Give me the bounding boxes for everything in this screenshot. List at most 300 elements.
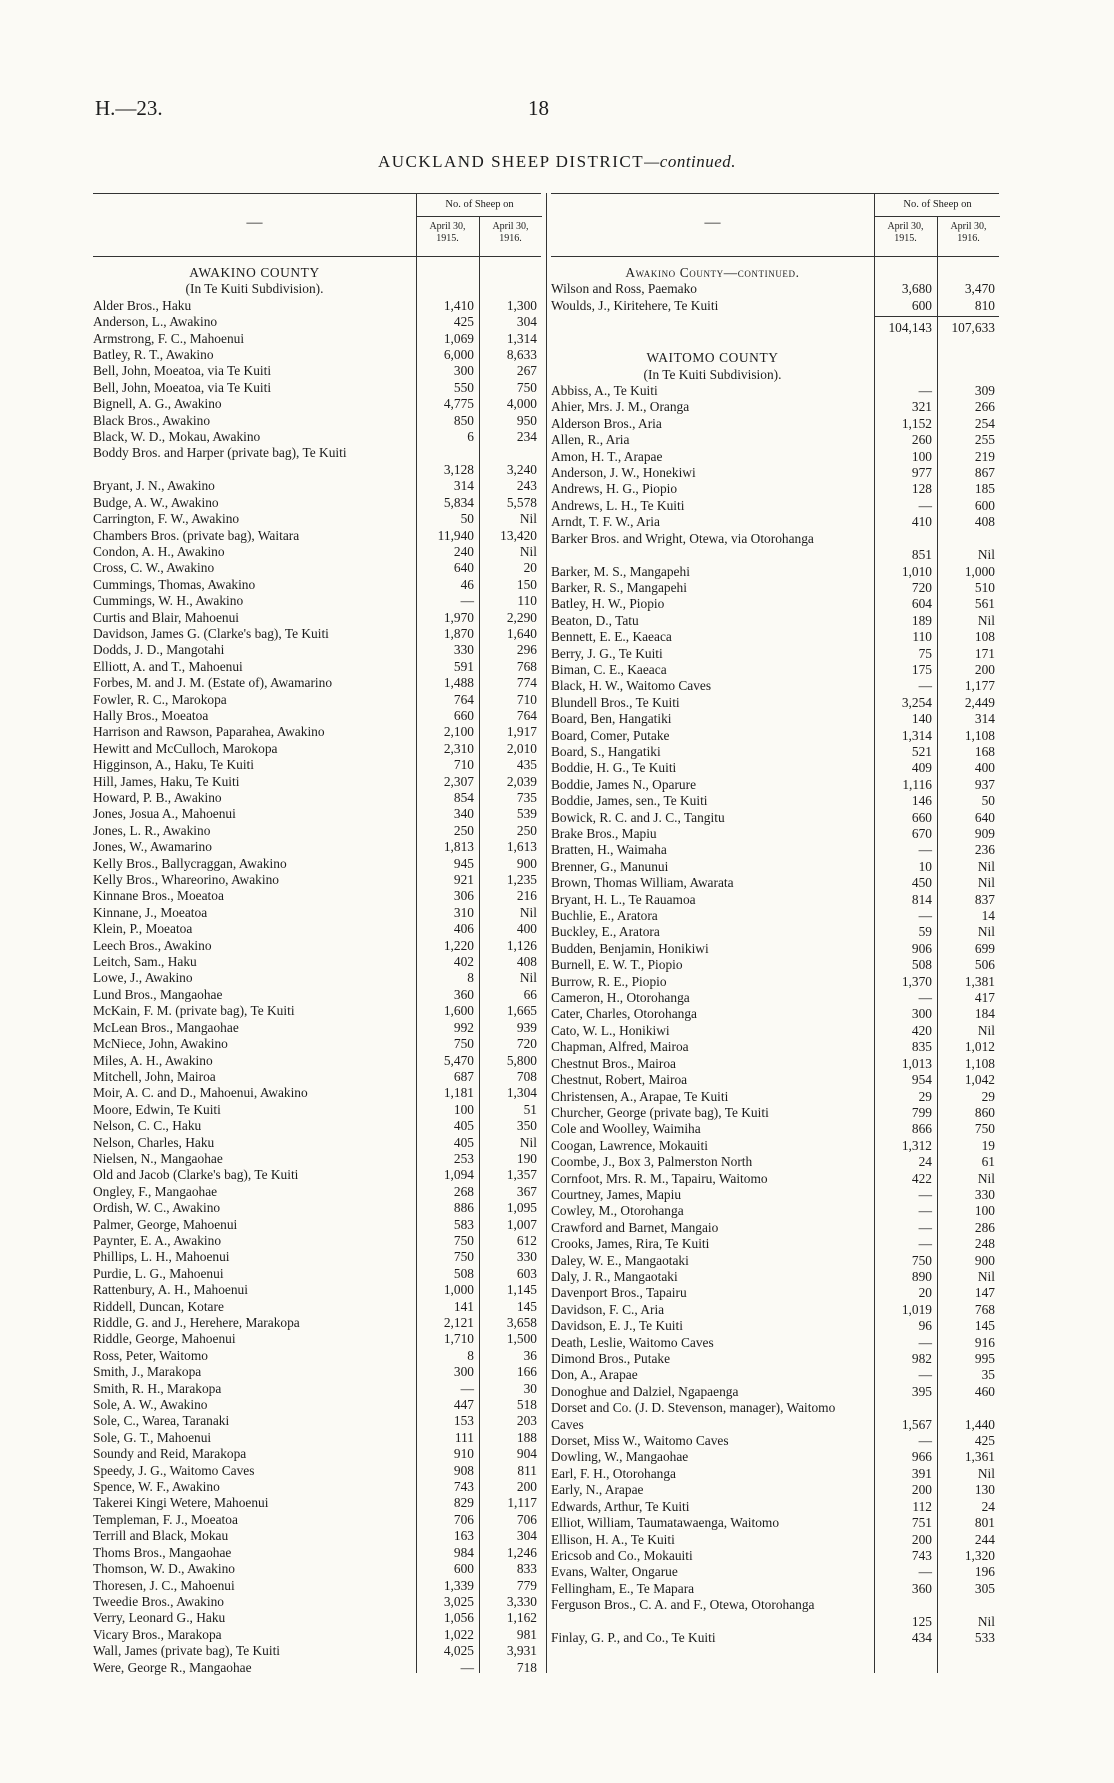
sheep-1915: 125 — [911, 1613, 932, 1629]
owner-name: Leech Bros., Awakino — [93, 937, 212, 953]
owner-name: Coombe, J., Box 3, Palmerston North — [551, 1154, 753, 1170]
owner-name: Board, S., Hangatiki — [551, 743, 661, 759]
sheep-1916: 1,304 — [506, 1085, 537, 1101]
table-row — [551, 1171, 999, 1187]
table-row — [551, 1121, 999, 1137]
sheep-1915: 1,116 — [902, 776, 932, 792]
sheep-1915: 1,710 — [443, 1331, 474, 1347]
sheep-1915: 1,220 — [443, 937, 474, 953]
table-row — [551, 875, 999, 891]
sheep-1915: 2,100 — [443, 724, 474, 740]
table-row — [551, 1466, 999, 1482]
table-row — [93, 888, 541, 904]
sheep-1916: 145 — [974, 1318, 995, 1334]
table-row — [551, 859, 999, 875]
sheep-1915: 3,680 — [901, 281, 932, 297]
sheep-1915: — — [918, 1334, 932, 1350]
owner-name: Hill, James, Haku, Te Kuiti — [93, 773, 240, 789]
owner-name: Chambers Bros. (private bag), Waitara — [93, 527, 300, 543]
owner-name: Soundy and Reid, Marakopa — [93, 1446, 247, 1462]
owner-name: Bratten, H., Waimaha — [551, 842, 667, 858]
table-row — [551, 711, 999, 727]
sheep-1915: 2,310 — [443, 740, 474, 756]
owner-name: Riddell, Duncan, Kotare — [93, 1298, 224, 1314]
table-row — [551, 941, 999, 957]
sheep-1916: 36 — [523, 1347, 537, 1363]
sheep-1916: 1,613 — [506, 839, 537, 855]
sheep-1915: 1,312 — [901, 1137, 932, 1153]
sheep-1916: 408 — [974, 514, 995, 530]
sheep-1915: 425 — [453, 314, 474, 330]
table-row — [93, 626, 541, 642]
table-row — [551, 777, 999, 793]
sheep-1915: 910 — [453, 1446, 474, 1462]
sheep-1915: 600 — [911, 297, 932, 313]
table-row — [551, 1499, 999, 1515]
sheep-1915: 3,254 — [901, 694, 932, 710]
owner-name: Cato, W. L., Honikiwi — [551, 1022, 670, 1038]
table-row — [551, 1253, 999, 1269]
district-title: AUCKLAND SHEEP DISTRICT — [377, 152, 645, 171]
sheep-1916: 14 — [981, 908, 995, 924]
page-title — [0, 152, 1114, 172]
sheep-1916: 236 — [974, 842, 995, 858]
table-row — [551, 1367, 999, 1383]
sheep-1916: 603 — [516, 1265, 537, 1281]
table-row — [551, 298, 999, 314]
sheep-1915: 10 — [918, 858, 932, 874]
owner-name: Cornfoot, Mrs. R. M., Tapairu, Waitomo — [551, 1170, 768, 1186]
table-row — [93, 954, 541, 970]
sheep-1915: 706 — [453, 1511, 474, 1527]
sheep-1916: 3,470 — [964, 281, 995, 297]
table-row — [551, 1072, 999, 1088]
sheep-1915: 5,834 — [443, 494, 474, 510]
sheep-1915: 360 — [453, 986, 474, 1002]
owner-name: Lund Bros., Mangaohae — [93, 986, 223, 1002]
sheep-1915: 1,314 — [901, 727, 932, 743]
sheep-1915: 321 — [911, 399, 932, 415]
table-row — [93, 577, 541, 593]
table-row — [551, 842, 999, 858]
sheep-1916: 250 — [516, 822, 537, 838]
sheep-1915: 402 — [453, 954, 474, 970]
table-row — [93, 1053, 541, 1069]
owner-name: Hally Bros., Moeatoa — [93, 707, 209, 723]
table-row — [93, 429, 541, 445]
sheep-1916: 5,800 — [506, 1052, 537, 1068]
owner-name: Ahier, Mrs. J. M., Oranga — [551, 399, 690, 415]
sheep-1915: 29 — [918, 1088, 932, 1104]
table-row — [93, 872, 541, 888]
table-row — [551, 399, 999, 415]
owner-name: Davidson, E. J., Te Kuiti — [551, 1318, 683, 1334]
sheep-1916: 196 — [974, 1564, 995, 1580]
sheep-1916: 35 — [981, 1367, 995, 1383]
sheep-1916: 3,330 — [506, 1593, 537, 1609]
owner-name: Dodds, J. D., Mangotahi — [93, 642, 225, 658]
table-row — [93, 1151, 541, 1167]
table-row — [93, 774, 541, 790]
sheep-1915: 422 — [911, 1170, 932, 1186]
sheep-1915: 111 — [454, 1429, 474, 1445]
table-row — [551, 1335, 999, 1351]
table-row — [551, 1220, 999, 1236]
table-row — [551, 957, 999, 973]
owner-name: Elliot, William, Taumatawaenga, Waitomo — [551, 1515, 780, 1531]
sheep-1916: 216 — [516, 888, 537, 904]
owner-name: Leitch, Sam., Haku — [93, 954, 197, 970]
sheep-1915: 1,152 — [901, 415, 932, 431]
sheep-1916: 518 — [516, 1397, 537, 1413]
sheep-1916: 435 — [516, 757, 537, 773]
sheep-1915: — — [918, 383, 932, 399]
table-row — [93, 1545, 541, 1561]
owner-name: Lowe, J., Awakino — [93, 970, 193, 986]
table-row — [551, 678, 999, 694]
table-row — [551, 1597, 999, 1630]
sheep-1915: 1,094 — [443, 1167, 474, 1183]
sheep-1916: 254 — [974, 415, 995, 431]
owner-name: Fellingham, E., Te Mapara — [551, 1580, 695, 1596]
sheep-1916: 234 — [516, 429, 537, 445]
sheep-1915: 851 — [911, 547, 932, 563]
column-divider — [546, 193, 547, 1673]
owner-name: Bignell, A. G., Awakino — [93, 396, 222, 412]
owner-name: Edwards, Arthur, Te Kuiti — [551, 1498, 690, 1514]
sheep-1916: 50 — [981, 793, 995, 809]
owner-name: Boddie, James N., Oparure — [551, 776, 697, 792]
sheep-1916: 425 — [974, 1433, 995, 1449]
sheep-1915: 984 — [453, 1544, 474, 1560]
sheep-1915: 835 — [911, 1039, 932, 1055]
sheep-1916: 950 — [516, 412, 537, 428]
sheep-1915: 112 — [912, 1498, 932, 1514]
sheep-1915: 583 — [453, 1216, 474, 1232]
right-table-header — [551, 193, 999, 257]
sheep-1916: 5,578 — [506, 494, 537, 510]
table-row — [93, 1217, 541, 1233]
owner-name: Palmer, George, Mahoenui — [93, 1216, 238, 1232]
owner-name: Sole, G. T., Mahoenui — [93, 1429, 212, 1445]
owner-name: Klein, P., Moeatoa — [93, 921, 193, 937]
owner-name: Jones, W., Awamarino — [93, 839, 212, 855]
table-row — [551, 1482, 999, 1498]
owner-name: Nelson, Charles, Haku — [93, 1134, 215, 1150]
owner-name: Crooks, James, Rira, Te Kuiti — [551, 1236, 710, 1252]
sheep-1916: 1,108 — [964, 1055, 995, 1071]
sheep-1915: 799 — [911, 1104, 932, 1120]
table-row — [93, 1299, 541, 1315]
table-row — [93, 1610, 541, 1626]
sheep-1916: 708 — [516, 1068, 537, 1084]
sheep-1916: 750 — [516, 379, 537, 395]
owner-name: Cameron, H., Otorohanga — [551, 990, 690, 1006]
sheep-1916: 408 — [516, 954, 537, 970]
owner-name: Burrow, R. E., Piopio — [551, 973, 667, 989]
owner-name: Nelson, C. C., Haku — [93, 1118, 202, 1134]
table-row — [93, 1364, 541, 1380]
sheep-1915: 128 — [911, 481, 932, 497]
owner-name: Cole and Woolley, Waimiha — [551, 1121, 701, 1137]
owner-name: Daley, W. E., Mangaotaki — [551, 1252, 689, 1268]
owner-name: Black, W. D., Mokau, Awakino — [93, 429, 261, 445]
table-row — [93, 1003, 541, 1019]
sheep-1916: 900 — [974, 1252, 995, 1268]
table-row — [551, 810, 999, 826]
table-row — [93, 708, 541, 724]
sheep-1916: 1,007 — [506, 1216, 537, 1232]
sheep-1915: — — [918, 842, 932, 858]
sheep-1915: 750 — [453, 1232, 474, 1248]
sheep-1916: 1,095 — [506, 1200, 537, 1216]
sheep-1916: 184 — [974, 1006, 995, 1022]
table-row — [93, 790, 541, 806]
sheep-1915: 50 — [460, 511, 474, 527]
sheep-1915: 406 — [453, 921, 474, 937]
sheep-1916: 1,314 — [506, 330, 537, 346]
sheep-1915: 866 — [911, 1121, 932, 1137]
owner-name: Ellison, H. A., Te Kuiti — [551, 1531, 675, 1547]
table-row — [551, 481, 999, 497]
table-row — [551, 974, 999, 990]
table-row — [551, 1384, 999, 1400]
owner-name: Tweedie Bros., Awakino — [93, 1593, 224, 1609]
sheep-1915: 360 — [911, 1580, 932, 1596]
sheep-1916: 13,420 — [500, 527, 537, 543]
sheep-1915: 46 — [460, 576, 474, 592]
sheep-1916: 937 — [974, 776, 995, 792]
table-row — [551, 1630, 999, 1646]
sheep-1916: Nil — [977, 1022, 995, 1038]
owner-name: Don, A., Arapae — [551, 1367, 638, 1383]
sheep-1915: 992 — [453, 1019, 474, 1035]
sheep-1916: 61 — [981, 1154, 995, 1170]
owner-name: Finlay, G. P., and Co., Te Kuiti — [551, 1629, 716, 1645]
sheep-1916: 939 — [516, 1019, 537, 1035]
sheep-1916: 200 — [516, 1479, 537, 1495]
sheep-1915: 434 — [911, 1629, 932, 1645]
table-row — [551, 695, 999, 711]
county-heading: AWAKINO COUNTY — [189, 265, 320, 280]
table-row — [93, 806, 541, 822]
table-row — [551, 826, 999, 842]
owner-name: Moore, Edwin, Te Kuiti — [93, 1101, 221, 1117]
table-row — [93, 1102, 541, 1118]
table-row — [551, 1236, 999, 1252]
sheep-1916: 764 — [516, 707, 537, 723]
sheep-1916: 510 — [974, 579, 995, 595]
sheep-1916: Nil — [977, 1268, 995, 1284]
owner-name: Barker, R. S., Mangapehi — [551, 579, 687, 595]
table-row — [551, 613, 999, 629]
sheep-1915: 591 — [453, 658, 474, 674]
sheep-1916: 330 — [974, 1186, 995, 1202]
table-row — [93, 938, 541, 954]
sheep-1916: 811 — [517, 1462, 537, 1478]
county-subheading: (In Te Kuiti Subdivision). — [643, 366, 782, 382]
sheep-1916: 1,665 — [506, 1003, 537, 1019]
sheep-1916: 400 — [516, 921, 537, 937]
sheep-1915: 1,069 — [443, 330, 474, 346]
table-row — [551, 1532, 999, 1548]
sheep-1916: 3,240 — [506, 461, 537, 477]
sheep-1916: Nil — [977, 1465, 995, 1481]
sheep-1915: — — [460, 1380, 474, 1396]
sheep-1916: 768 — [974, 1301, 995, 1317]
owner-name: Chestnut, Robert, Mairoa — [551, 1072, 688, 1088]
table-row — [93, 1430, 541, 1446]
table-row — [93, 659, 541, 675]
sheep-1915: 447 — [453, 1397, 474, 1413]
owner-name: Boddy Bros. and Harper (private bag), Te Kuiti — [93, 445, 347, 461]
sheep-1915: — — [918, 1236, 932, 1252]
sheep-1915: 410 — [911, 514, 932, 530]
table-row — [93, 1495, 541, 1511]
table-row — [551, 1089, 999, 1105]
sheep-1916: 24 — [981, 1498, 995, 1514]
table-row — [93, 1627, 541, 1643]
sheep-1916: 640 — [974, 809, 995, 825]
owner-name: Barker Bros. and Wright, Otewa, via Otorohanga — [551, 530, 814, 546]
table-row — [551, 498, 999, 514]
sheep-1916: 243 — [516, 478, 537, 494]
table-row — [551, 1581, 999, 1597]
county-heading: WAITOMO COUNTY — [646, 350, 779, 366]
sheep-1916: Nil — [519, 1134, 537, 1150]
sheep-1916: 145 — [516, 1298, 537, 1314]
table-row — [551, 662, 999, 678]
sheep-1916: 2,039 — [506, 773, 537, 789]
owner-name: Riddle, George, Mahoenui — [93, 1331, 236, 1347]
owner-name: Allen, R., Aria — [551, 432, 630, 448]
header-dash: — — [246, 214, 263, 231]
table-row — [551, 892, 999, 908]
sheep-1916: Nil — [977, 1170, 995, 1186]
owner-name: Christensen, A., Arapae, Te Kuiti — [551, 1088, 729, 1104]
sheep-1916: 1,145 — [506, 1282, 537, 1298]
table-row — [93, 1266, 541, 1282]
table-row — [551, 514, 999, 530]
sheep-1916: 1,500 — [506, 1331, 537, 1347]
owner-name: Carrington, F. W., Awakino — [93, 511, 240, 527]
owner-name: Coogan, Lawrence, Mokauiti — [551, 1137, 708, 1153]
sheep-1915: 409 — [911, 760, 932, 776]
table-row — [93, 314, 541, 330]
table-row — [551, 1400, 999, 1433]
table-row — [551, 1138, 999, 1154]
right-rows — [551, 383, 999, 1646]
table-row — [93, 724, 541, 740]
table-row — [551, 728, 999, 744]
sheep-1915: — — [918, 497, 932, 513]
sheep-1915: 764 — [453, 691, 474, 707]
sheep-1915: 750 — [911, 1252, 932, 1268]
sheep-1916: Nil — [519, 970, 537, 986]
continued-rows — [551, 281, 999, 314]
sheep-1915: 250 — [453, 822, 474, 838]
table-row — [551, 596, 999, 612]
sheep-1915: 945 — [453, 855, 474, 871]
table-row — [93, 987, 541, 1003]
sheep-1915: 395 — [911, 1383, 932, 1399]
sheep-1916: 2,290 — [506, 609, 537, 625]
sheep-1916: 244 — [974, 1531, 995, 1547]
owner-name: Board, Ben, Hangatiki — [551, 711, 672, 727]
owner-name: Purdie, L. G., Mahoenui — [93, 1265, 224, 1281]
table-row — [551, 1433, 999, 1449]
sheep-1916: 735 — [516, 790, 537, 806]
table-row — [551, 629, 999, 645]
table-row — [93, 1578, 541, 1594]
owner-name: Cater, Charles, Otorohanga — [551, 1006, 697, 1022]
sheep-1916: 1,117 — [507, 1495, 537, 1511]
title-continued: —continued. — [644, 152, 737, 171]
sheep-1916: 810 — [974, 297, 995, 313]
sheep-1916: 286 — [974, 1219, 995, 1235]
table-row — [551, 760, 999, 776]
table-row — [93, 1315, 541, 1331]
owner-name: Curtis and Blair, Mahoenui — [93, 609, 239, 625]
owner-name: Harrison and Rawson, Paparahea, Awakino — [93, 724, 325, 740]
sheep-1915: — — [918, 1367, 932, 1383]
sheep-1916: 188 — [516, 1429, 537, 1445]
table-row — [551, 1515, 999, 1531]
sheep-1915: 405 — [453, 1134, 474, 1150]
owner-name: Board, Comer, Putake — [551, 727, 670, 743]
owner-name: McLean Bros., Mangaohae — [93, 1019, 239, 1035]
sheep-1916: 699 — [974, 940, 995, 956]
table-row — [93, 839, 541, 855]
owner-name: Black Bros., Awakino — [93, 412, 211, 428]
table-row — [93, 905, 541, 921]
sheep-1916: 1,300 — [506, 297, 537, 313]
sheep-1916: 460 — [974, 1383, 995, 1399]
owner-name: McNiece, John, Awakino — [93, 1036, 228, 1052]
table-row — [551, 1351, 999, 1367]
owner-name: Terrill and Black, Mokau — [93, 1528, 229, 1544]
sheep-1916: 1,012 — [964, 1039, 995, 1055]
table-row — [551, 1023, 999, 1039]
sheep-1915: 268 — [453, 1183, 474, 1199]
owner-name: Vicary Bros., Marakopa — [93, 1626, 222, 1642]
sheep-1915: 1,970 — [443, 609, 474, 625]
table-row — [93, 363, 541, 379]
sheep-1916: 367 — [516, 1183, 537, 1199]
sheep-1915: 146 — [911, 793, 932, 809]
sheep-1915: — — [918, 908, 932, 924]
sheep-1915: 908 — [453, 1462, 474, 1478]
sheep-1916: 219 — [974, 448, 995, 464]
sheep-1916: 506 — [974, 957, 995, 973]
sheep-1915: 1,000 — [443, 1282, 474, 1298]
report-reference: H.—23. — [95, 96, 163, 120]
owner-name: Dimond Bros., Putake — [551, 1351, 671, 1367]
sheep-1915: 260 — [911, 432, 932, 448]
table-row — [93, 396, 541, 412]
table-row — [93, 1200, 541, 1216]
owner-name: Cummings, W. H., Awakino — [93, 593, 244, 609]
sheep-1915: 906 — [911, 940, 932, 956]
owner-name: Riddle, G. and J., Herehere, Marakopa — [93, 1315, 300, 1331]
sheep-1916: 706 — [516, 1511, 537, 1527]
owner-name: Davidson, F. C., Aria — [551, 1301, 665, 1317]
owner-name: Bell, John, Moeatoa, via Te Kuiti — [93, 363, 272, 379]
sheep-1915: 670 — [911, 826, 932, 842]
owner-name: Brake Bros., Mapiu — [551, 826, 657, 842]
table-row — [551, 1285, 999, 1301]
sheep-1915: 954 — [911, 1072, 932, 1088]
